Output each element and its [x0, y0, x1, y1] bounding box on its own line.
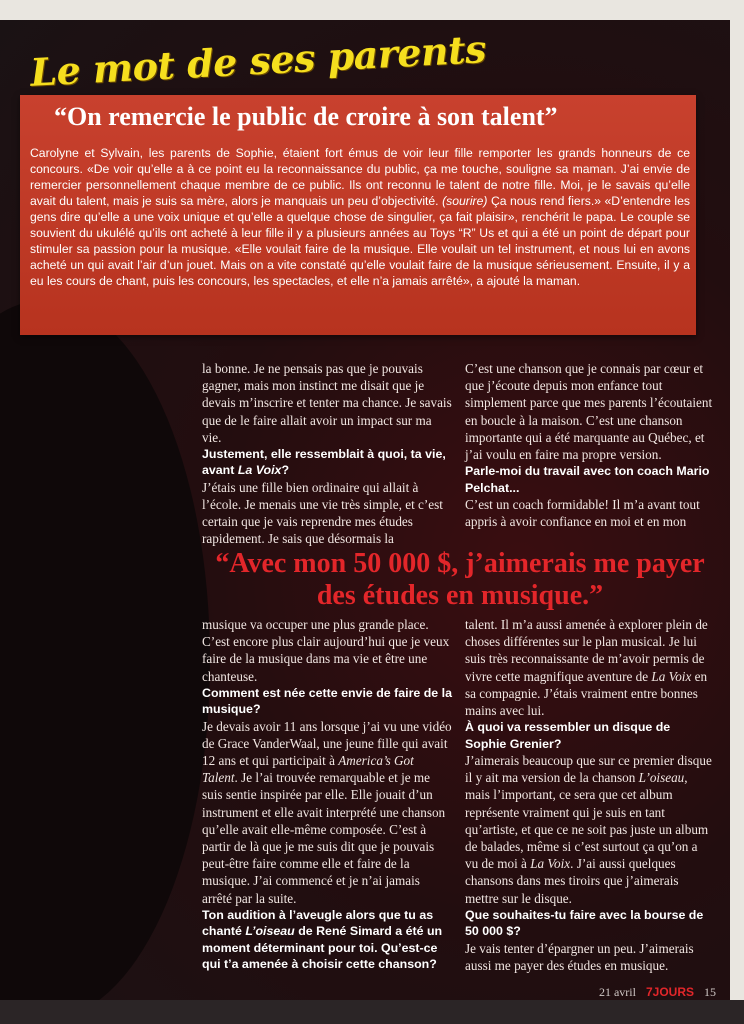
page-bottom-strip [0, 1000, 744, 1024]
question: Ton audition à l’aveugle alors que tu as chanté L’oiseau de René Simard a été un moment déterminant pour toi. Qu’est-ce qui t’a amenée à choisir cette chanson? [202, 907, 443, 972]
page-folio [599, 985, 716, 1000]
answer-paragraph: la bonne. Je ne pensais pas que je pouvais gagner, mais mon instinct me disait que je devais m’inscrire et tenter ma chance. Je savais que de le faire allait avoir un impact sur ma vie. [202, 361, 452, 445]
column-2-bottom [465, 616, 713, 974]
banner-headline: “On remercie le public de croire à son talent” [54, 102, 558, 131]
magazine-logo: 7JOURS [645, 985, 694, 999]
answer-paragraph: J’étais une fille bien ordinaire qui allait à l’école. Je menais une vie très simple, et c’est certain que je vais reprendre mes études rapidement. Je sais que désormais la [202, 479, 443, 547]
pull-quote: “Avec mon 50 000 $, j’aimerais me payer des études en musique.” [215, 548, 705, 611]
answer-paragraph: C’est une chanson que je connais par cœur et que j’écoute depuis mon enfance tout simplement parce que mes parents l’écoutaient en boucle à la maison. C’est une chanson importante qui a été marquante au Québec, et j’ai voulu en faire ma propre version. [465, 361, 713, 463]
column-1-top [202, 360, 452, 548]
section-kicker: Le mot de ses parents [29, 26, 487, 95]
answer-paragraph: talent. Il m’a aussi amenée à explorer plein de choses différentes sur le plan musical. Je lui suis très reconnaissante de m’avoir permis de vivre cette magnifique aventure de La Voix en sa compagnie. J’étais vraiment entre bonnes mains avec lui. [465, 617, 708, 719]
page-number: 15 [704, 985, 716, 999]
question: Parle-moi du travail avec ton coach Mario Pelchat... [465, 464, 710, 495]
question: Comment est née cette envie de faire de la musique? [202, 685, 452, 717]
question: Que souhaites-tu faire avec la bourse de 50 000 $? [465, 907, 704, 939]
page-edge-top [0, 0, 744, 20]
intro-part-1: Carolyne et Sylvain, les parents de Sophie, étaient fort émus de voir leur fille remporter les grands honneurs de ce concours. «De voir qu’elle a à ce point eu la reconnaissance du public, ça me touche, souligne sa maman. J’ai envie de remercier personnellement chaque membre de ce public. Ils ont reconnu le talent de notre fille. Moi, je le savais qu’elle avait du talent, mais je suis sa mère, alors je manquais un peu d’objectivité. [30, 146, 690, 208]
answer-paragraph: C’est un coach formidable! Il m’a avant tout appris à avoir confiance en moi et en mon [465, 497, 700, 530]
folio-date: 21 avril [598, 985, 636, 999]
page-edge-right [730, 0, 744, 1024]
intro-sourire: (sourire) [442, 194, 488, 208]
column-1-bottom [202, 616, 452, 972]
question: À quoi va ressembler un disque de Sophie Grenier? [465, 720, 671, 751]
answer-paragraph: Je vais tenter d’épargner un peu. J’aimerais aussi me payer des études en musique. [465, 940, 694, 973]
answer-paragraph: musique va occuper une plus grande place. C’est encore plus clair aujourd’hui que je veux faire de la musique dans ma vie et être une chanteuse. [202, 617, 450, 684]
question: Justement, elle ressemblait à quoi, ta vie, avant La Voix? [202, 447, 446, 478]
parents-intro-text [30, 145, 690, 289]
column-2-top [465, 360, 713, 530]
answer-paragraph: J’aimerais beaucoup que sur ce premier disque il y ait ma version de la chanson L’oiseau, mais l’important, ce sera que cet album représente vraiment qui je suis en tant qu’artiste, et que ce ne soit pas juste un album de balades, même si c’est surtout ça qu’on a vu de moi à La Voix. J’ai aussi quelques chansons dans mes tiroirs que j’aimerais mettre sur le disque. [465, 753, 712, 906]
answer-paragraph: Je devais avoir 11 ans lorsque j’ai vu une vidéo de Grace VanderWaal, une jeune fille qui avait 12 ans et qui participait à America’s Got Talent. Je l’ai trouvée remarquable et je me suis sentie inspirée par elle. Elle jouait d’un instrument et elle avait interprété une chanson qu’elle avait elle-même composée. C’est à partir de là que je me suis dit que je pouvais peut-être faire comme elle et faire de la musique. J’ai commencé et je n’ai jamais arrêté par la suite. [202, 718, 452, 906]
intro-part-2: Ça nous rend fiers.» «D’entendre les gens dire qu’elle a une voix unique et qu’elle a quelque chose de singulier, ça fait plaisir», renchérit le papa. Le couple se souvient du ukulélé qu’ils ont acheté à leur fille il y a plusieurs années au Toys “R” Us et qui a été un point de départ pour stimuler sa passion pour la musique. «Elle voulait faire de la musique. Elle voulait un tel instrument, et nous lui en avons acheté un qui avait l’air d’un jouet. Mais on a vite constaté qu’elle voulait faire de la musique sérieusement. Ensuite, il y a eu les cours de chant, puis les concours, les spectacles, et elle n’a jamais arrêté», a ajouté la maman. [30, 194, 691, 288]
